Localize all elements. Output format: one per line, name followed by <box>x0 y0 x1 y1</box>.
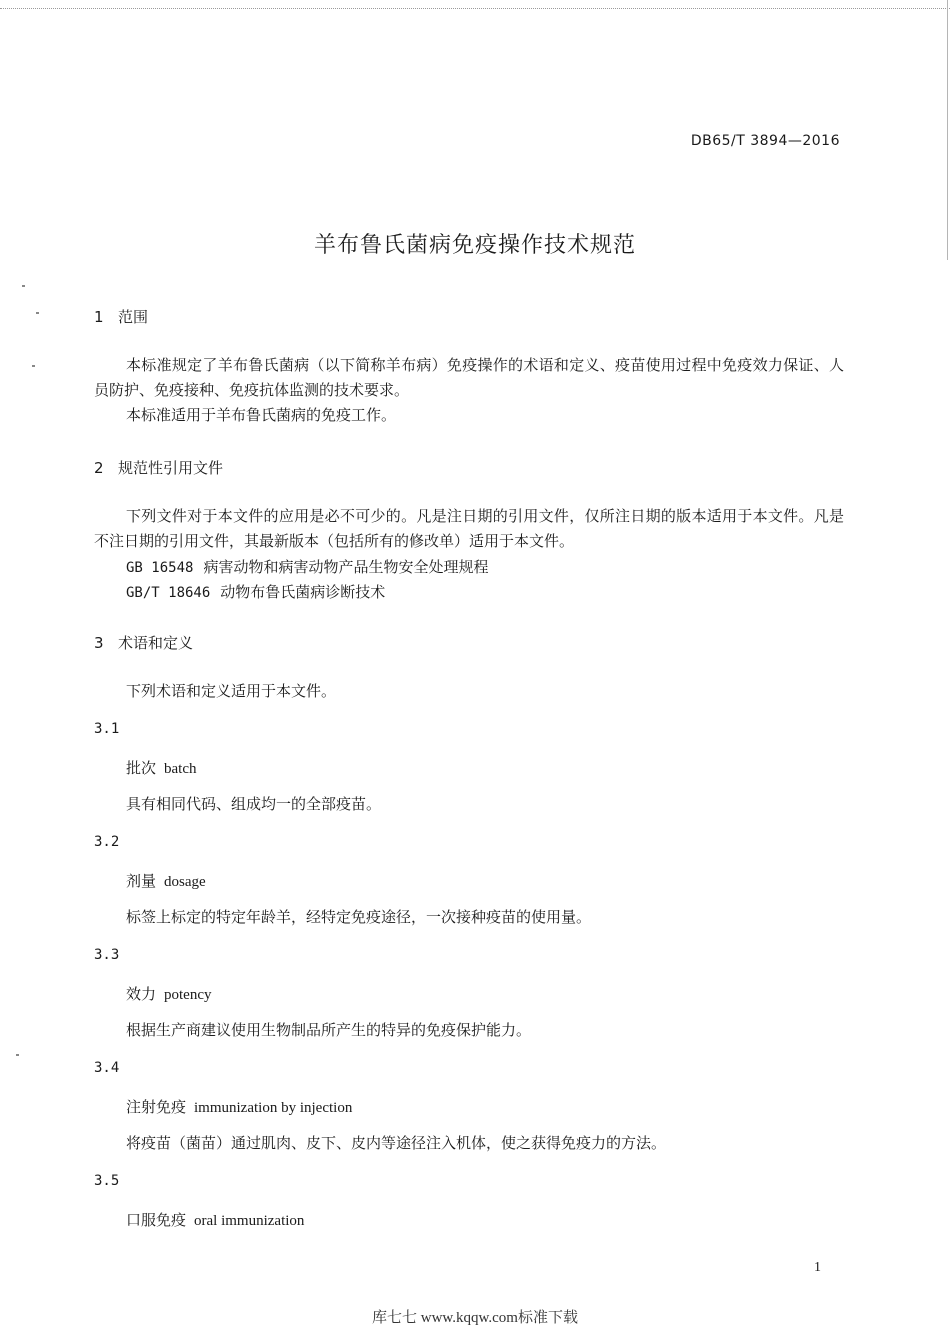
section-title: 规范性引用文件 <box>118 459 224 477</box>
term-definition: 根据生产商建议使用生物制品所产生的特异的免疫保护能力。 <box>126 1021 532 1039</box>
term-zh: 批次 <box>126 759 157 777</box>
term-definition: 将疫苗（菌苗）通过肌肉、皮下、皮内等途径注入机体，使之获得免疫力的方法。 <box>126 1134 667 1152</box>
term-number: 3.5 <box>94 1173 120 1189</box>
term-number: 3.3 <box>94 947 120 963</box>
term-number: 3.2 <box>94 834 120 850</box>
section-number: 1 <box>94 308 104 326</box>
term-zh: 注射免疫 <box>126 1098 187 1116</box>
scan-speck <box>22 285 25 287</box>
section-1-paragraph-1: 本标准规定了羊布鲁氏菌病（以下简称羊布病）免疫操作的术语和定义、疫苗使用过程中免疫效力保证、人员防护、免疫接种、免疫抗体监测的技术要求。 <box>94 356 844 399</box>
normative-reference <box>126 556 488 577</box>
reference-code: GB 16548 <box>126 560 194 576</box>
normative-reference <box>126 581 385 602</box>
standard-code: DB65/T 3894—2016 <box>690 133 840 149</box>
term-en: dosage <box>164 874 206 890</box>
section-title: 范围 <box>118 308 149 326</box>
term-number: 3.4 <box>94 1060 120 1076</box>
term-definition: 标签上标定的特定年龄羊，经特定免疫途径，一次接种疫苗的使用量。 <box>126 908 592 926</box>
term-name <box>126 1096 352 1117</box>
footer-watermark: 库七七 www.kqqw.com标准下载 <box>372 1310 578 1326</box>
term-en: batch <box>164 761 197 777</box>
term-zh: 口服免疫 <box>126 1211 187 1229</box>
term-name <box>126 983 212 1004</box>
reference-code: GB/T 18646 <box>126 585 211 601</box>
section-3-heading <box>94 632 193 653</box>
term-en: potency <box>164 987 212 1003</box>
document-title: 羊布鲁氏菌病免疫操作技术规范 <box>313 233 636 258</box>
term-zh: 剂量 <box>126 872 157 890</box>
scan-speck <box>36 312 39 314</box>
reference-title: 病害动物和病害动物产品生物安全处理规程 <box>203 558 489 576</box>
scan-border-right <box>947 0 948 260</box>
section-3-intro: 下列术语和定义适用于本文件。 <box>126 682 337 700</box>
page-number: 1 <box>814 1260 821 1275</box>
term-name <box>126 870 206 891</box>
term-number: 3.1 <box>94 721 120 737</box>
term-zh: 效力 <box>126 985 157 1003</box>
section-2-heading <box>94 457 223 478</box>
term-en: oral immunization <box>194 1213 305 1229</box>
term-definition: 具有相同代码、组成均一的全部疫苗。 <box>126 795 382 813</box>
scan-speck <box>32 365 35 367</box>
term-name <box>126 1209 304 1230</box>
scan-speck <box>16 1054 19 1056</box>
scan-border-top <box>0 0 950 9</box>
section-number: 2 <box>94 459 104 477</box>
section-1-paragraph-2: 本标准适用于羊布鲁氏菌病的免疫工作。 <box>126 406 397 424</box>
section-number: 3 <box>94 634 104 652</box>
section-2-paragraph-1: 下列文件对于本文件的应用是必不可少的。凡是注日期的引用文件，仅所注日期的版本适用于本文件。凡是不注日期的引用文件，其最新版本（包括所有的修改单）适用于本文件。 <box>94 507 844 550</box>
term-en: immunization by injection <box>194 1100 353 1116</box>
term-name <box>126 757 197 778</box>
section-1-heading <box>94 306 148 327</box>
section-title: 术语和定义 <box>118 634 194 652</box>
reference-title: 动物布鲁氏菌病诊断技术 <box>220 583 386 601</box>
